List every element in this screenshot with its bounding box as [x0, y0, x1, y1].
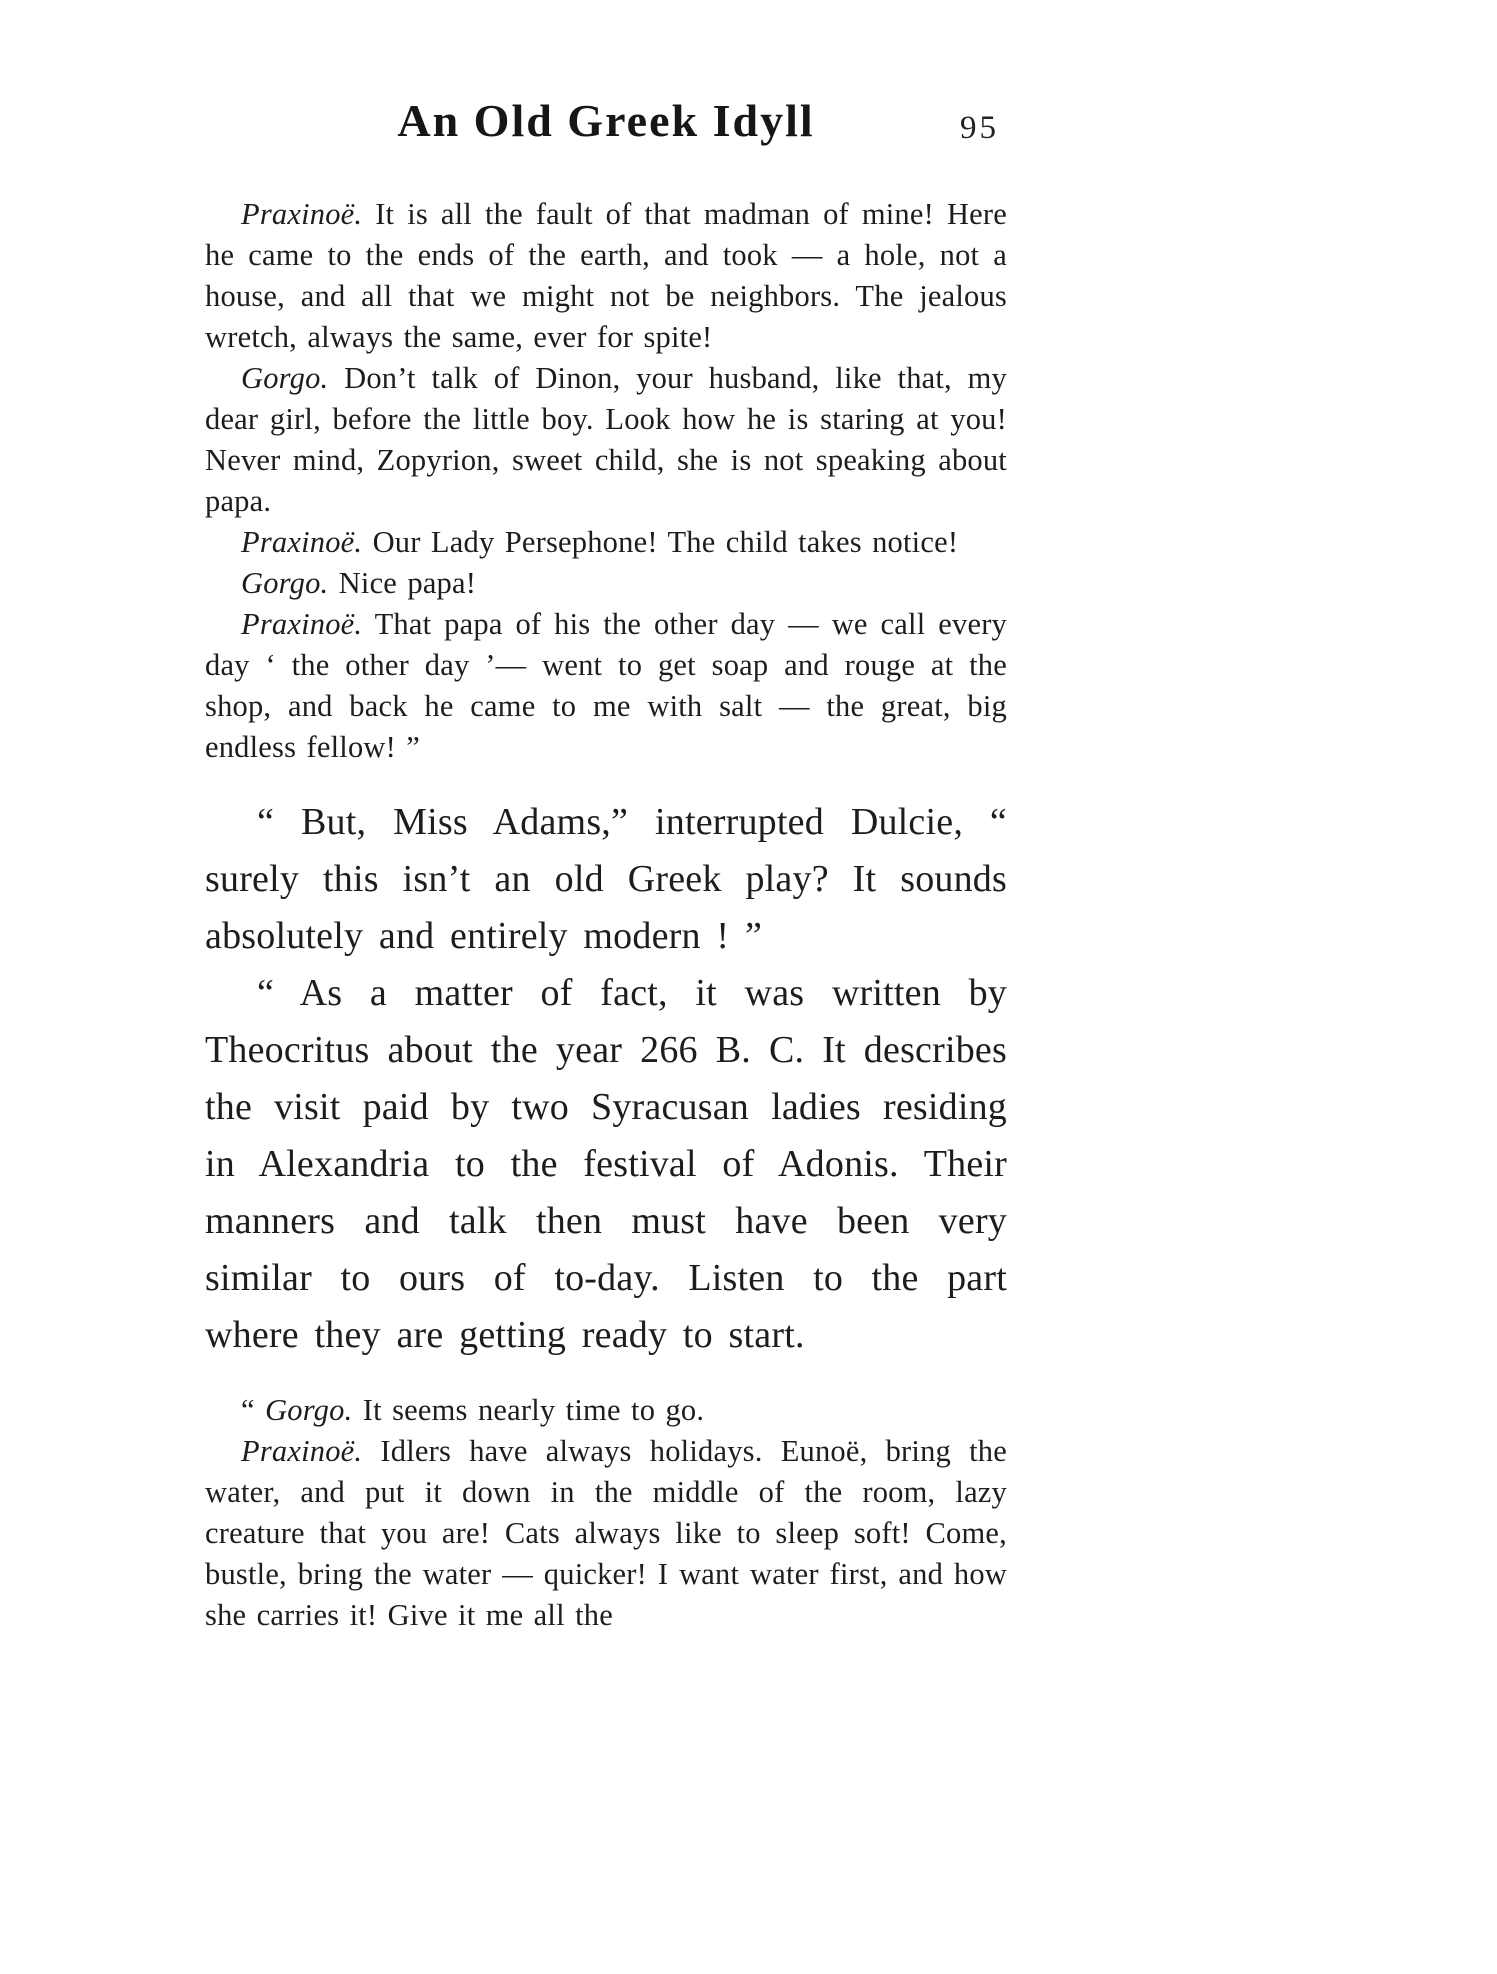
- speaker-name: Praxinoë.: [241, 607, 363, 641]
- paragraph: Praxinoë. That papa of his the other day — we call every day ‘ the other day ’— went to get soap and rouge at the shop, and back he came to me with salt — the great, big endless fellow! ”: [205, 607, 1008, 764]
- book-page: [205, 0, 1007, 1636]
- paragraph: Praxinoë. It is all the fault of that madman of mine! Here he came to the ends of the earth, and took — a hole, not a house, and all that we might not be neighbors. The jealous wretch, always the same, ever for spite!: [205, 197, 1007, 354]
- speaker-name: Gorgo.: [265, 1393, 353, 1427]
- page-title: An Old Greek Idyll: [397, 95, 815, 146]
- speaker-name: Praxinoë.: [241, 197, 363, 231]
- paragraph: Praxinoë. Idlers have always holidays. Eunoë, bring the water, and put it down in the middle of the room, lazy creature that you are! Cats always like to sleep soft! Come, bustle, bring the water — quicker! I want water first, and how she carries it! Give it me all the: [205, 1434, 1007, 1632]
- paragraph: Gorgo. Nice papa!: [241, 566, 477, 600]
- speaker-name: Gorgo.: [241, 361, 329, 395]
- paragraph: “ But, Miss Adams,” interrupted Dulcie, “ surely this isn’t an old Greek play? It sounds absolutely and entirely modern ! ”: [205, 801, 1007, 957]
- speaker-name: Gorgo.: [241, 566, 329, 600]
- speaker-name: Praxinoë.: [241, 525, 363, 559]
- page-body: [205, 194, 1007, 1636]
- speaker-name: Praxinoë.: [241, 1434, 363, 1468]
- page-header: [205, 96, 1007, 158]
- paragraph: Praxinoë. Our Lady Persephone! The child takes notice!: [241, 525, 959, 559]
- paragraph: Gorgo. Don’t talk of Dinon, your husband, like that, my dear girl, before the little boy. Look how he is staring at you! Never mind, Zopyrion, sweet child, she is not speaking about papa.: [205, 361, 1008, 518]
- paragraph: “ Gorgo. It seems nearly time to go.: [241, 1393, 705, 1427]
- paragraph: “ As a matter of fact, it was written by Theocritus about the year 266 B. C. It describes the visit paid by two Syracusan ladies residing in Alexandria to the festival of Adonis. Their manners and talk then must have been very similar to ours of to-day. Listen to the part where they are getting ready to start.: [205, 972, 1007, 1356]
- page-number: 95: [960, 110, 999, 146]
